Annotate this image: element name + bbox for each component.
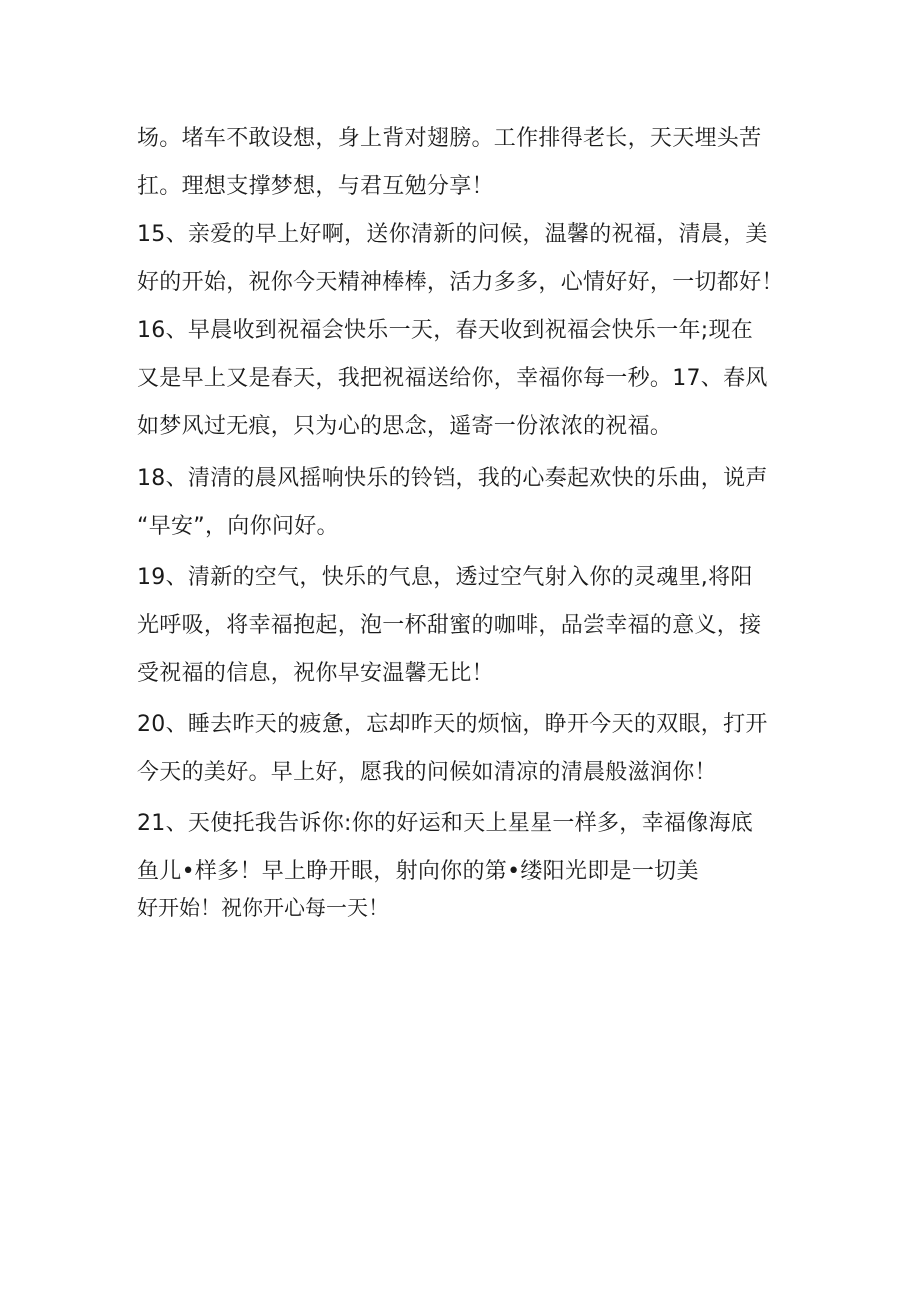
text-line: 光呼吸，将幸福抱起，泡一杯甜蜜的咖啡，品尝幸福的意义，接 bbox=[137, 613, 762, 638]
text-line: 受祝福的信息，祝你早安温馨无比！ bbox=[137, 661, 494, 686]
text-line: 21、天使托我告诉你:你的好运和天上星星一样多，幸福像海底 bbox=[137, 811, 754, 836]
text-line: 好的开始，祝你今天精神棒棒，活力多多，心情好好，一切都好！ bbox=[137, 270, 784, 295]
text-line: 19、清新的空气，快乐的气息，透过空气射入你的灵魂里,将阳 bbox=[137, 565, 753, 590]
text-line: 今天的美好。早上好，愿我的问候如清凉的清晨般滋润你！ bbox=[137, 760, 717, 785]
text-line: “早安”，向你问好。 bbox=[137, 514, 339, 539]
text-line: 扛。理想支撑梦想，与君互勉分享！ bbox=[137, 174, 494, 199]
text-line: 16、早晨收到祝福会快乐一天，春天收到祝福会快乐一年;现在 bbox=[137, 318, 754, 343]
text-line: 如梦风过无痕，只为心的思念，遥寄一份浓浓的祝福。 bbox=[137, 414, 673, 439]
text-line: 好开始！祝你开心每一天！ bbox=[137, 896, 389, 920]
text-line: 20、睡去昨天的疲惫，忘却昨天的烦恼，睁开今天的双眼，打开 bbox=[137, 712, 768, 737]
text-line: 18、清清的晨风摇响快乐的铃铛，我的心奏起欢快的乐曲，说声 bbox=[137, 466, 768, 491]
text-line: 15、亲爱的早上好啊，送你清新的问候，温馨的祝福，清晨，美 bbox=[137, 222, 768, 247]
text-line: 又是早上又是春天，我把祝福送给你，幸福你每一秒。17、春风 bbox=[137, 366, 768, 391]
text-line: 鱼儿•样多！早上睁开眼，射向你的第•缕阳光即是一切美 bbox=[137, 859, 699, 884]
text-line: 场。堵车不敢设想，身上背对翅膀。工作排得老长，天天埋头苦 bbox=[137, 126, 762, 151]
